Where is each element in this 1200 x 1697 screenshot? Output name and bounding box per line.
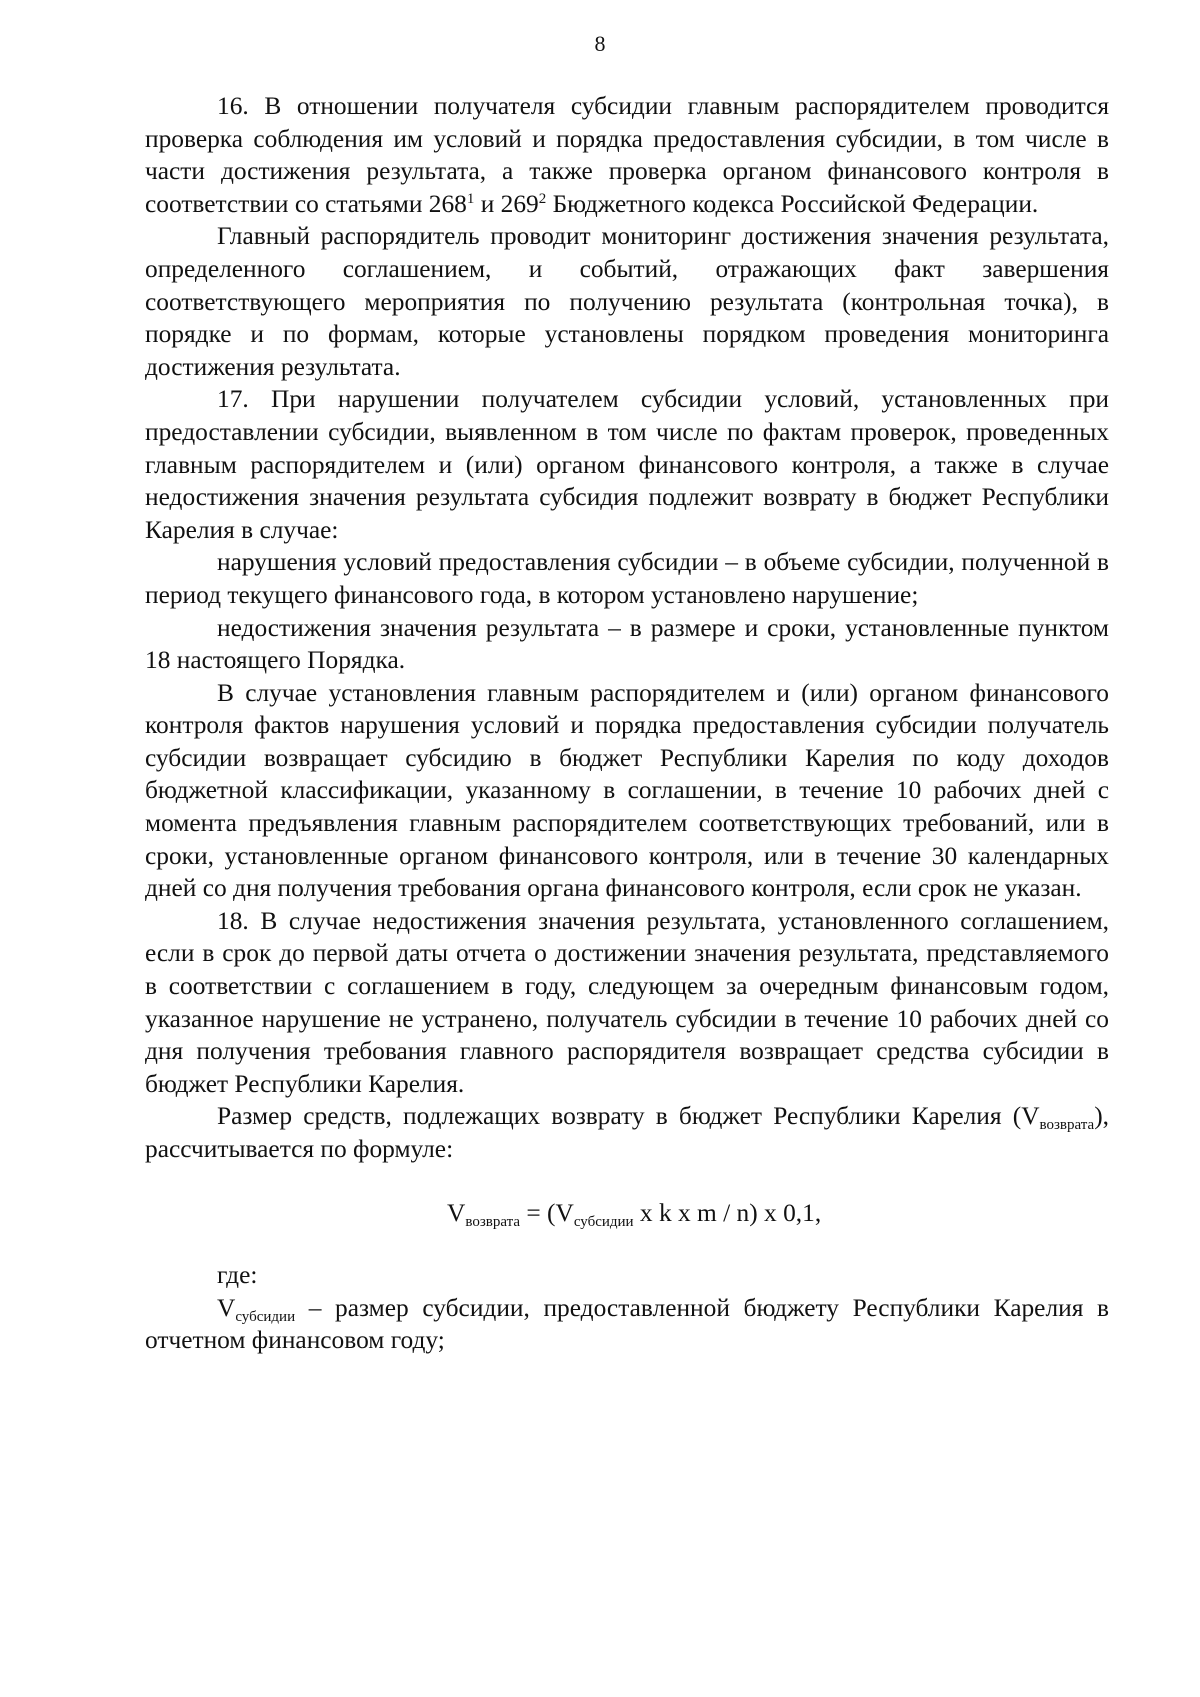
definition-text: – размер субсидии, предоставленной бюджету Республики Карелия в отчетном финансовом году; bbox=[145, 1293, 1109, 1355]
formula-subscript-return: возврата bbox=[465, 1213, 520, 1230]
paragraph-return-size bbox=[145, 1100, 1109, 1165]
superscript-1: 1 bbox=[466, 190, 475, 207]
return-size-text: Размер средств, подлежащих возврату в бюджет Республики Карелия (V bbox=[217, 1102, 1040, 1131]
paragraph-16-tail: Бюджетного кодекса Российской Федерации. bbox=[546, 189, 1039, 218]
paragraph-17-violation: нарушения условий предоставления субсидии – в объеме субсидии, полученной в период текущего финансового года, в котором установлено нарушение; bbox=[145, 548, 1109, 609]
paragraph-18: 18. В случае недостижения значения результата, установленного соглашением, если в срок до первой даты отчета о достижении значения результата, представляемого в соответствии с соглашением в году, следующем за очередным финансовым годом, указанное нарушение не устранено, получатель субсидии в течение 10 рабочих дней со дня получения требования главного распорядителя возвращает средства субсидии в бюджет Республики Карелия. bbox=[145, 906, 1109, 1098]
paragraph-17-return: В случае установления главным распорядителем и (или) органом финансового контроля фактов нарушения условий и порядка предоставления субсидии получатель субсидии возвращает субсидию в бюджет Республики Карелия по коду доходов бюджетной классификации, указанному в соглашении, в течение 10 рабочих дней с момента предъявления главным распорядителем соответствующих требований, или в сроки, установленные органом финансового контроля, или в течение 30 календарных дней со дня получения требования органа финансового контроля, если срок не указан. bbox=[145, 678, 1109, 903]
formula-v: V bbox=[447, 1198, 466, 1227]
paragraph-16-mid: и 269 bbox=[474, 189, 539, 218]
definition-v: V bbox=[217, 1293, 236, 1322]
formula bbox=[145, 1197, 1109, 1230]
paragraph-monitoring: Главный распорядитель проводит мониторинг достижения значения результата, определенного соглашением, и событий, отражающих факт завершения соответствующего мероприятия по получению результата (контрольная точка), в порядке и по формам, которые установлены порядком проведения мониторинга достижения результата. bbox=[145, 222, 1109, 381]
formula-subscript-subsidy: субсидии bbox=[573, 1213, 634, 1230]
paragraph-16-text: 16. В отношении получателя субсидии главным распорядителем проводится проверка соблюдения им условий и порядка предоставления субсидии, в том числе в части достижения результата, а также проверка органом финансового контроля в соответствии со статьями 268 bbox=[145, 92, 1109, 218]
superscript-2: 2 bbox=[538, 190, 547, 207]
formula-eq: = (V bbox=[520, 1198, 574, 1227]
page-number: 8 bbox=[594, 31, 606, 56]
definition-subscript: субсидии bbox=[235, 1308, 296, 1325]
definition-v-subsidy bbox=[145, 1292, 1109, 1357]
return-size-subscript: возврата bbox=[1039, 1117, 1095, 1134]
where-label: где: bbox=[217, 1261, 258, 1290]
return-size-tail: ), рассчитывается по формуле: bbox=[145, 1102, 1109, 1163]
paragraph-17-not-achieved: недостижения значения результата – в размере и сроки, установленные пунктом 18 настоящего Порядка. bbox=[145, 613, 1109, 675]
paragraph-17: 17. При нарушении получателем субсидии условий, установленных при предоставлении субсидии, выявленном в том числе по фактам проверок, проведенных главным распорядителем и (или) органом финансового контроля, а также в случае недостижения значения результата субсидия подлежит возврату в бюджет Республики Карелия в случае: bbox=[145, 385, 1109, 544]
document-body bbox=[145, 90, 1109, 1357]
formula-rest: x k x m / n) x 0,1, bbox=[633, 1198, 822, 1227]
paragraph-16 bbox=[145, 90, 1109, 220]
